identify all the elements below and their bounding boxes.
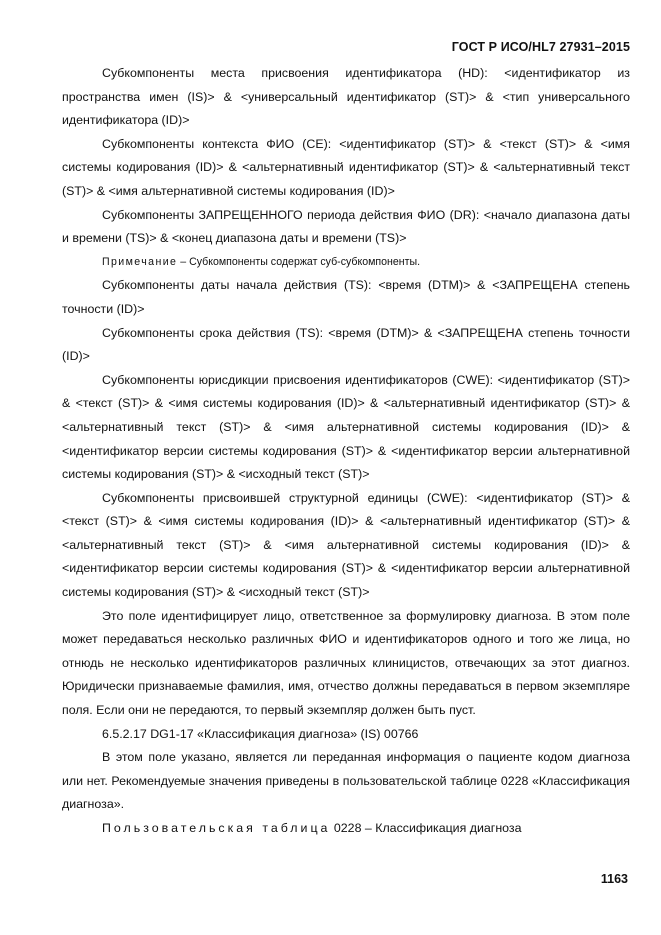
paragraph-start-date-subcomponents: Субкомпоненты даты начала действия (TS): <время (DTM)> & <ЗАПРЕЩЕНА степень точности (ID)> <box>62 278 630 316</box>
paragraph-dr-subcomponents: Субкомпоненты ЗАПРЕЩЕННОГО периода действия ФИО (DR): <начало диапазона даты и времени (TS)> & <конец диапазона даты и времени (TS)> <box>62 207 630 246</box>
paragraph-hd-subcomponents: Субкомпоненты места присвоения идентификатора (HD): <идентификатор из пространства имен (IS)> & <универсальный идентификатор (ST)> & <тип универсального идентификатора (ID)> <box>62 66 630 128</box>
paragraph-field-description: Это поле идентифицирует лицо, ответственное за формулировку диагноза. В этом поле может передаваться несколько различных ФИО и идентификаторов одного и того же лица, но отнюдь не несколько идентификаторов различных клиницистов, отвечающих за этот диагноз. Юридически признаваемые фамилия, имя, отчество должны передаваться в первом экземпляре поля. Если они не передаются, то первый экземпляр должен быть пуст. <box>62 608 630 718</box>
paragraph-ce-subcomponents: Субкомпоненты контекста ФИО (CE): <идентификатор (ST)> & <текст (ST)> & <имя системы кодирования (ID)> & <альтернативный идентификатор (ST)> & <альтернативный текст (ST)> & <имя альтернативной системы кодирования (ID)> <box>62 136 630 198</box>
section-heading: 6.5.2.17 DG1-17 «Классификация диагноза» (IS) 00766 <box>102 726 419 741</box>
note-text: – Субкомпоненты содержат суб-субкомпоненты. <box>177 255 421 268</box>
note-label: Примечание <box>102 255 178 268</box>
paragraph-unit-subcomponents: Субкомпоненты присвоившей структурной единицы (CWE): <идентификатор (ST)> & <текст (ST)> & <имя системы кодирования (ID)> & <альтернативный идентификатор (ST)> & <альтернативный текст (ST)> & <имя альтернативной системы кодирования (ID)> & <идентификатор версии системы кодирования (ST)> & <идентификатор версии альтернативной системы кодирования (ST)> & <исходный текст (ST)> <box>62 490 630 600</box>
table-label: Пользовательская таблица <box>102 821 331 835</box>
paragraph-expiration-subcomponents: Субкомпоненты срока действия (TS): <время (DTM)> & <ЗАПРЕЩЕНА степень точности (ID)> <box>62 325 630 364</box>
document-header: ГОСТ Р ИСО/HL7 27931–2015 <box>451 40 630 54</box>
document-body <box>62 62 630 841</box>
table-title <box>62 817 630 841</box>
note <box>62 251 630 275</box>
table-title-rest: 0228 – Классификация диагноза <box>330 821 522 835</box>
paragraph-classification-description: В этом поле указано, является ли переданная информация о пациенте кодом диагноза или нет. Рекомендуемые значения приведены в пользовательской таблице 0228 «Классификация диагноза». <box>62 750 630 812</box>
page-number: 1163 <box>600 872 628 886</box>
paragraph-jurisdiction-subcomponents: Субкомпоненты юрисдикции присвоения идентификаторов (CWE): <идентификатор (ST)> & <текст (ST)> & <имя системы кодирования (ID)> & <альтернативный идентификатор (ST)> & <альтернативный текст (ST)> & <имя альтернативной системы кодирования (ID)> & <идентификатор версии системы кодирования (ST)> & <идентификатор версии альтернативной системы кодирования (ST)> & <исходный текст (ST)> <box>62 372 630 482</box>
